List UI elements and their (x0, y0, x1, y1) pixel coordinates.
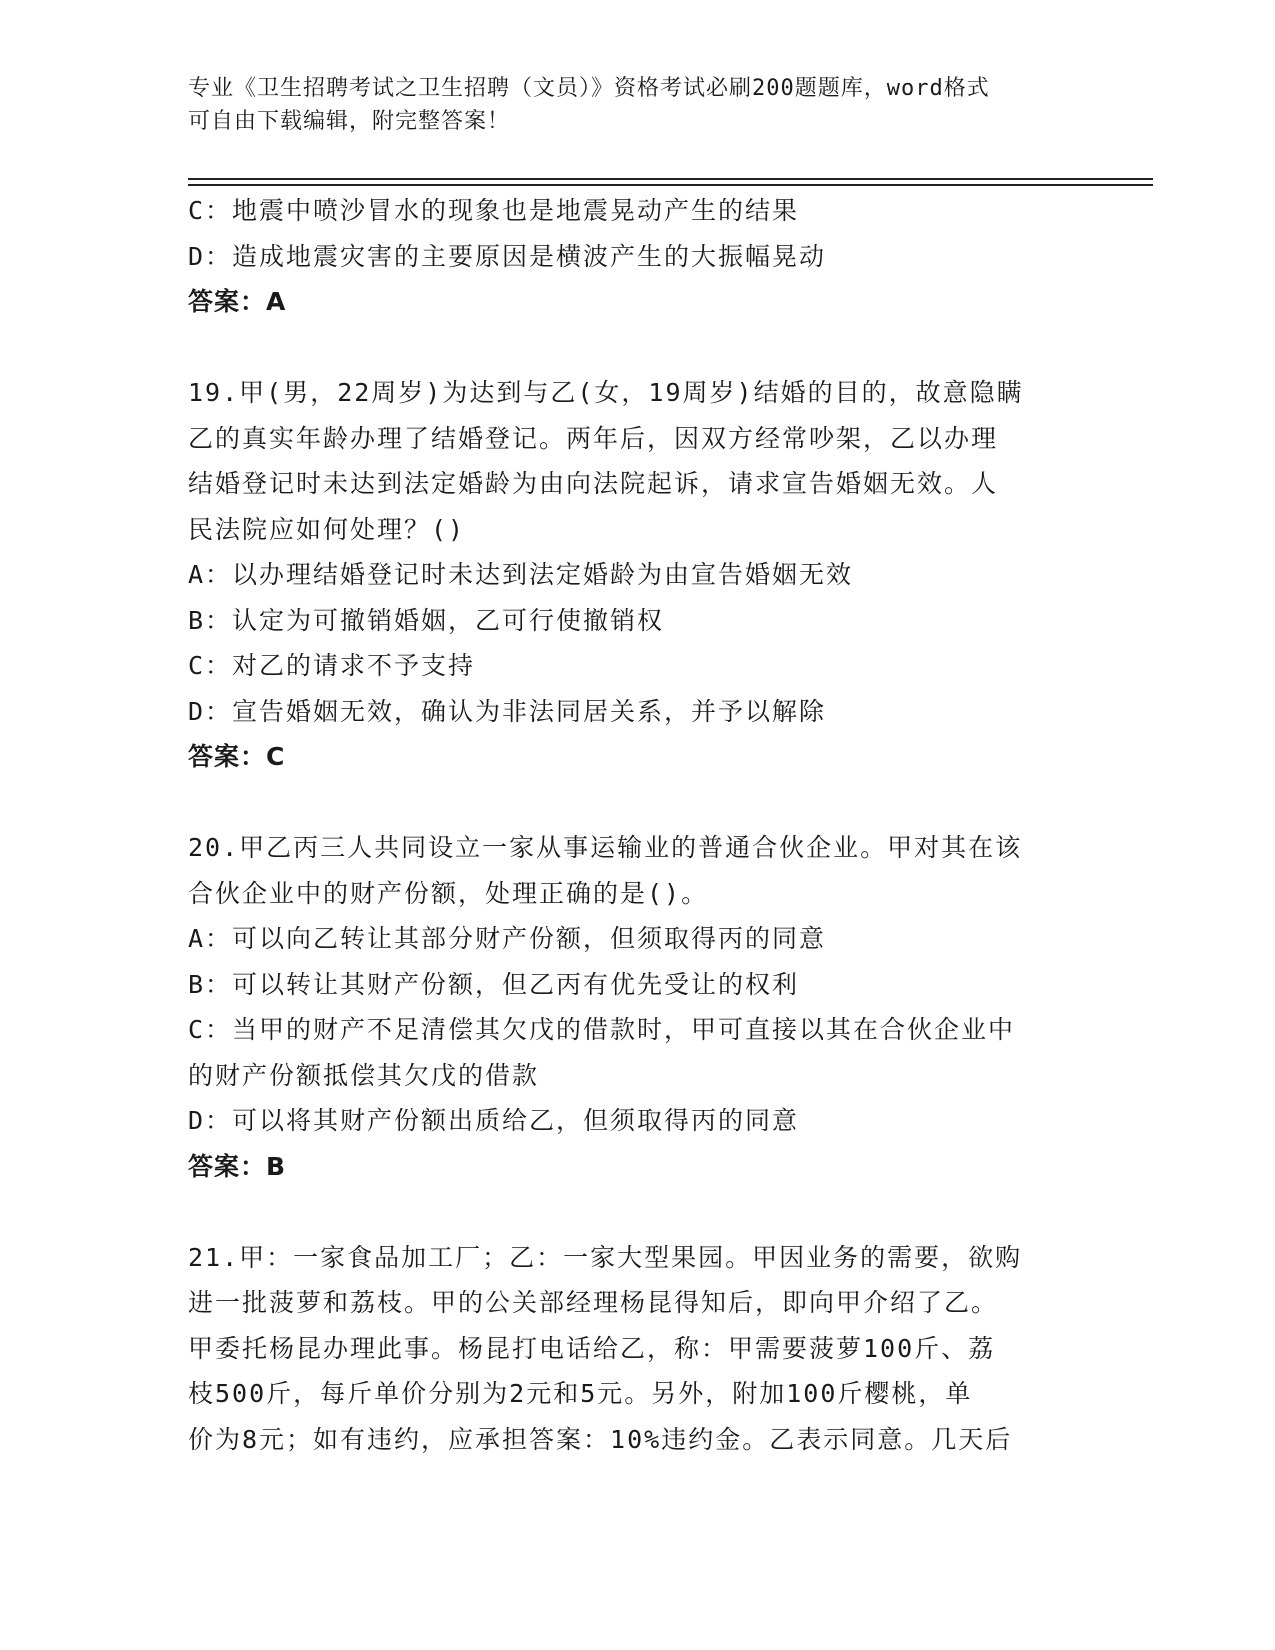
document-header (188, 72, 1088, 138)
question-19 (188, 370, 1088, 780)
header-divider-top (188, 178, 1153, 180)
question-list (188, 188, 1088, 1462)
q20-answer: 答案：B (188, 1151, 287, 1181)
q19-answer: 答案：C (188, 742, 286, 771)
q19-stem-line: 民法院应如何处理？() (188, 514, 466, 544)
prev-option-c: C：地震中喷沙冒水的现象也是地震晃动产生的结果 (188, 196, 800, 225)
prev-answer: 答案：A (188, 287, 287, 316)
spacer (188, 780, 1088, 826)
q20-stem-line: 合伙企业中的财产份额，处理正确的是()。 (188, 878, 709, 908)
header-line-1: 专业《卫生招聘考试之卫生招聘（文员）》资格考试必刷200题题库，word格式 (188, 76, 990, 101)
q21-stem-line: 甲委托杨昆办理此事。杨昆打电话给乙，称：甲需要菠萝100斤、荔 (188, 1333, 996, 1363)
q21-stem-line: 21.甲：一家食品加工厂；乙：一家大型果园。甲因业务的需要，欲购 (188, 1242, 1023, 1272)
q19-option-a: A：以办理结婚登记时未达到法定婚龄为由宣告婚姻无效 (188, 560, 854, 589)
header-line-2: 可自由下载编辑，附完整答案！ (188, 109, 511, 134)
q19-stem-line: 19.甲(男，22周岁)为达到与乙(女，19周岁)结婚的目的，故意隐瞒 (188, 378, 1024, 407)
q20-option-d: D：可以将其财产份额出质给乙，但须取得丙的同意 (188, 1106, 800, 1135)
q19-option-b: B：认定为可撤销婚姻，乙可行使撤销权 (188, 605, 665, 635)
question-21 (188, 1235, 1088, 1463)
q20-stem-line: 20.甲乙丙三人共同设立一家从事运输业的普通合伙企业。甲对其在该 (188, 833, 1023, 862)
q19-option-c: C：对乙的请求不予支持 (188, 651, 476, 680)
q19-stem-line: 乙的真实年龄办理了结婚登记。两年后，因双方经常吵架，乙以办理 (188, 423, 999, 453)
q19-option-d: D：宣告婚姻无效，确认为非法同居关系，并予以解除 (188, 696, 827, 726)
q20-option-a: A：可以向乙转让其部分财产份额，但须取得丙的同意 (188, 924, 827, 953)
q21-stem-line: 进一批菠萝和荔枝。甲的公关部经理杨昆得知后，即向甲介绍了乙。 (188, 1288, 999, 1317)
spacer (188, 1189, 1088, 1235)
question-20 (188, 825, 1088, 1189)
header-divider-bottom (188, 184, 1153, 186)
q20-option-c-continued: 的财产份额抵偿其欠戊的借款 (188, 1060, 540, 1090)
q21-stem-line: 枝500斤，每斤单价分别为2元和5元。另外，附加100斤樱桃，单 (188, 1379, 973, 1408)
q20-option-c: C：当甲的财产不足清偿其欠戊的借款时，甲可直接以其在合伙企业中 (188, 1015, 1016, 1044)
q20-option-b: B：可以转让其财产份额，但乙丙有优先受让的权利 (188, 969, 800, 999)
q19-stem-line: 结婚登记时未达到法定婚龄为由向法院起诉，请求宣告婚姻无效。人 (188, 469, 999, 498)
q21-stem-line: 价为8元；如有违约，应承担答案：10%违约金。乙表示同意。几天后 (188, 1424, 1013, 1454)
prev-option-d: D：造成地震灾害的主要原因是横波产生的大振幅晃动 (188, 241, 827, 271)
spacer (188, 325, 1088, 371)
